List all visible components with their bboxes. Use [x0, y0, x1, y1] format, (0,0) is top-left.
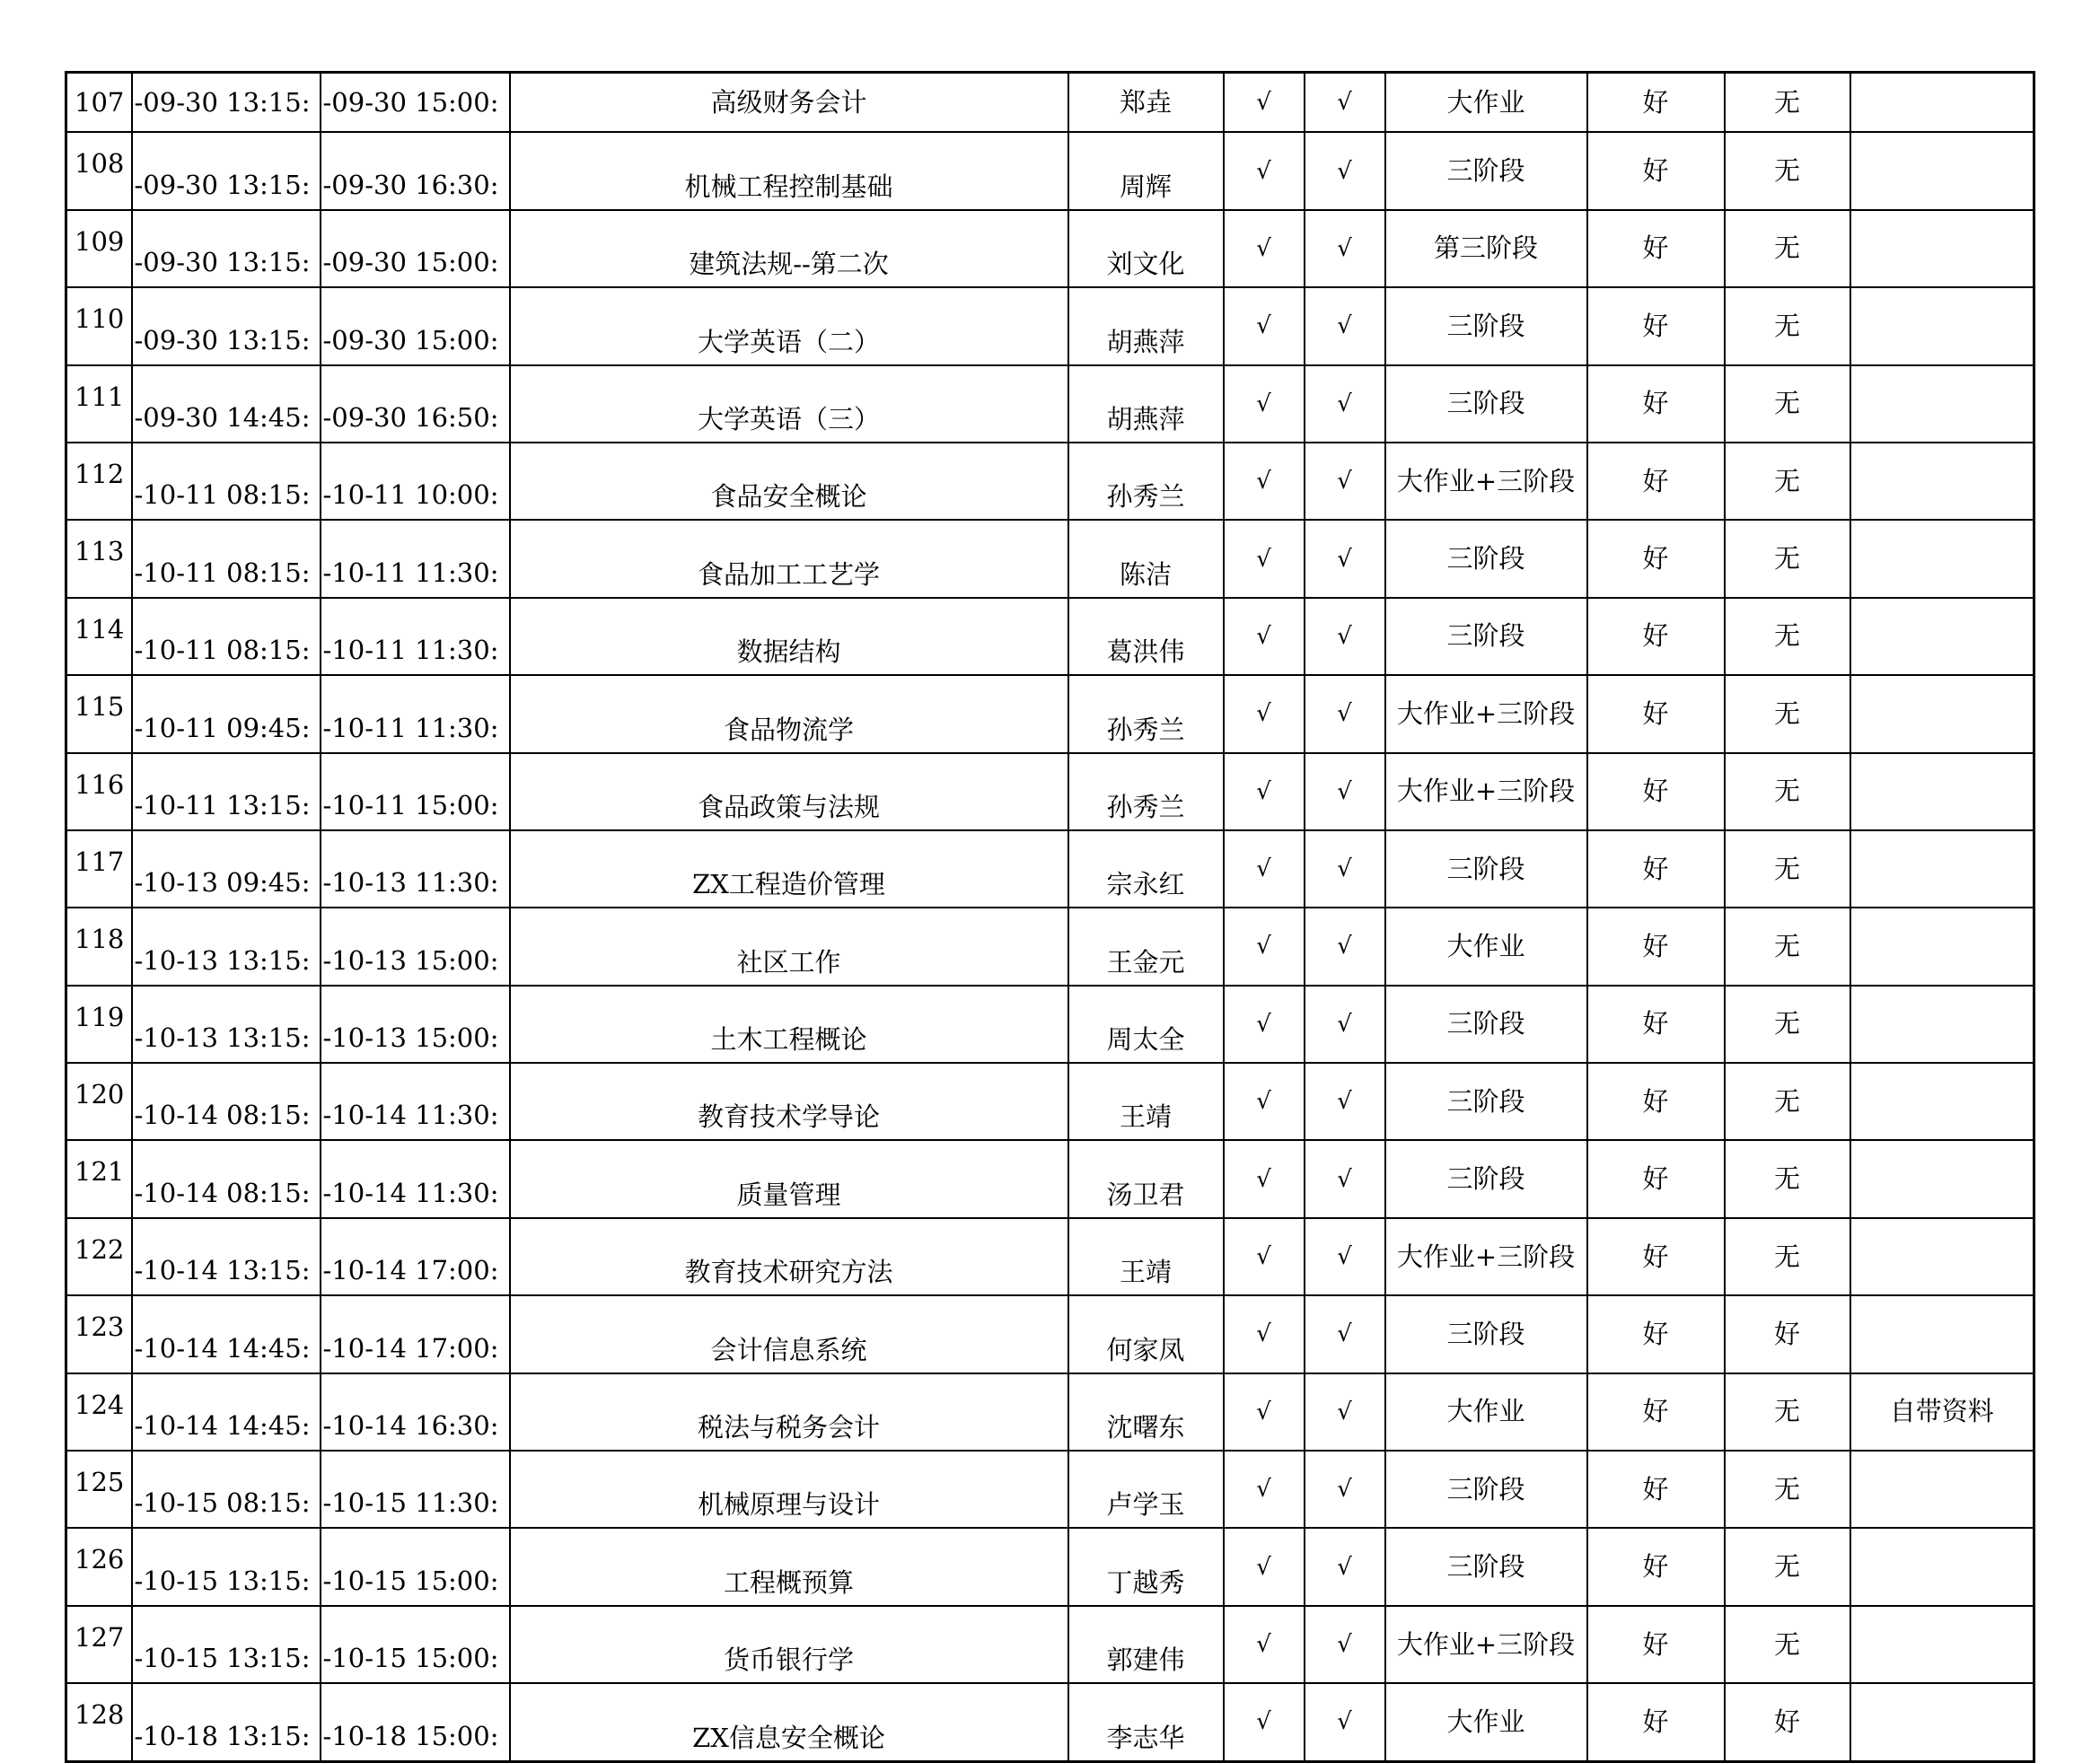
- exam-schedule-table: [65, 71, 2035, 1763]
- end-time-cell: -09-30 16:30:: [321, 132, 510, 209]
- teacher-cell: 王靖: [1068, 1063, 1224, 1140]
- course-name-cell: 土木工程概论: [510, 986, 1068, 1063]
- row-number-cell: 125: [66, 1451, 132, 1528]
- end-time-cell: -10-14 11:30:: [321, 1140, 510, 1217]
- row-number-cell: 113: [66, 520, 132, 597]
- start-time-cell: -10-15 13:15:: [132, 1606, 321, 1683]
- issue-cell: 无: [1725, 1373, 1850, 1451]
- check-mark-cell-1: √: [1224, 986, 1305, 1063]
- note-cell: [1850, 443, 2034, 520]
- table-row: [66, 1373, 2034, 1451]
- note-cell: [1850, 73, 2034, 133]
- status-cell: 好: [1587, 986, 1725, 1063]
- assessment-type-cell: 三阶段: [1385, 986, 1587, 1063]
- issue-cell: 无: [1725, 986, 1850, 1063]
- check-mark-cell-2: √: [1305, 1373, 1385, 1451]
- status-cell: 好: [1587, 1140, 1725, 1217]
- end-time-cell: -10-18 15:00:: [321, 1683, 510, 1761]
- check-mark-cell-2: √: [1305, 675, 1385, 752]
- check-mark-cell-1: √: [1224, 830, 1305, 908]
- row-number-cell: 108: [66, 132, 132, 209]
- teacher-cell: 汤卫君: [1068, 1140, 1224, 1217]
- teacher-cell: 刘文化: [1068, 210, 1224, 287]
- check-mark-cell-2: √: [1305, 210, 1385, 287]
- assessment-type-cell: 大作业+三阶段: [1385, 443, 1587, 520]
- status-cell: 好: [1587, 1295, 1725, 1373]
- end-time-cell: -10-14 11:30:: [321, 1063, 510, 1140]
- start-time-cell: -10-14 14:45:: [132, 1295, 321, 1373]
- start-time-cell: -10-11 08:15:: [132, 598, 321, 675]
- start-time-cell: -10-15 08:15:: [132, 1451, 321, 1528]
- table-row: [66, 1140, 2034, 1217]
- end-time-cell: -10-14 16:30:: [321, 1373, 510, 1451]
- start-time-cell: -10-14 08:15:: [132, 1140, 321, 1217]
- row-number-cell: 110: [66, 287, 132, 364]
- table-row: [66, 753, 2034, 830]
- assessment-type-cell: 三阶段: [1385, 132, 1587, 209]
- check-mark-cell-1: √: [1224, 1606, 1305, 1683]
- check-mark-cell-2: √: [1305, 1528, 1385, 1605]
- course-name-cell: 食品加工工艺学: [510, 520, 1068, 597]
- issue-cell: 无: [1725, 443, 1850, 520]
- note-cell: [1850, 287, 2034, 364]
- check-mark-cell-1: √: [1224, 132, 1305, 209]
- end-time-cell: -10-13 15:00:: [321, 986, 510, 1063]
- status-cell: 好: [1587, 1683, 1725, 1761]
- issue-cell: 无: [1725, 520, 1850, 597]
- table-row: [66, 908, 2034, 985]
- table-row: [66, 1606, 2034, 1683]
- issue-cell: 无: [1725, 675, 1850, 752]
- course-name-cell: ZX工程造价管理: [510, 830, 1068, 908]
- assessment-type-cell: 三阶段: [1385, 1295, 1587, 1373]
- issue-cell: 好: [1725, 1683, 1850, 1761]
- issue-cell: 无: [1725, 753, 1850, 830]
- check-mark-cell-1: √: [1224, 1218, 1305, 1295]
- course-name-cell: 税法与税务会计: [510, 1373, 1068, 1451]
- teacher-cell: 丁越秀: [1068, 1528, 1224, 1605]
- status-cell: 好: [1587, 1063, 1725, 1140]
- end-time-cell: -09-30 15:00:: [321, 287, 510, 364]
- check-mark-cell-1: √: [1224, 675, 1305, 752]
- table-row: [66, 986, 2034, 1063]
- teacher-cell: 周辉: [1068, 132, 1224, 209]
- note-cell: [1850, 132, 2034, 209]
- row-number-cell: 117: [66, 830, 132, 908]
- status-cell: 好: [1587, 753, 1725, 830]
- row-number-cell: 123: [66, 1295, 132, 1373]
- row-number-cell: 112: [66, 443, 132, 520]
- assessment-type-cell: 三阶段: [1385, 598, 1587, 675]
- assessment-type-cell: 大作业: [1385, 1683, 1587, 1761]
- check-mark-cell-2: √: [1305, 598, 1385, 675]
- check-mark-cell-2: √: [1305, 443, 1385, 520]
- check-mark-cell-1: √: [1224, 287, 1305, 364]
- row-number-cell: 111: [66, 365, 132, 443]
- start-time-cell: -10-11 13:15:: [132, 753, 321, 830]
- assessment-type-cell: 三阶段: [1385, 520, 1587, 597]
- issue-cell: 无: [1725, 830, 1850, 908]
- table-row: [66, 830, 2034, 908]
- check-mark-cell-2: √: [1305, 1218, 1385, 1295]
- issue-cell: 无: [1725, 1218, 1850, 1295]
- assessment-type-cell: 三阶段: [1385, 287, 1587, 364]
- table-row: [66, 132, 2034, 209]
- course-name-cell: 机械工程控制基础: [510, 132, 1068, 209]
- status-cell: 好: [1587, 73, 1725, 133]
- check-mark-cell-2: √: [1305, 830, 1385, 908]
- course-name-cell: 高级财务会计: [510, 73, 1068, 133]
- start-time-cell: -10-11 09:45:: [132, 675, 321, 752]
- issue-cell: 无: [1725, 1140, 1850, 1217]
- check-mark-cell-1: √: [1224, 1528, 1305, 1605]
- teacher-cell: 郑垚: [1068, 73, 1224, 133]
- table-row: [66, 1683, 2034, 1761]
- start-time-cell: -09-30 13:15:: [132, 287, 321, 364]
- teacher-cell: 孙秀兰: [1068, 443, 1224, 520]
- teacher-cell: 何家凤: [1068, 1295, 1224, 1373]
- check-mark-cell-2: √: [1305, 1683, 1385, 1761]
- status-cell: 好: [1587, 598, 1725, 675]
- note-cell: [1850, 1140, 2034, 1217]
- check-mark-cell-2: √: [1305, 1295, 1385, 1373]
- status-cell: 好: [1587, 1606, 1725, 1683]
- assessment-type-cell: 大作业: [1385, 73, 1587, 133]
- course-name-cell: 质量管理: [510, 1140, 1068, 1217]
- row-number-cell: 119: [66, 986, 132, 1063]
- start-time-cell: -10-11 08:15:: [132, 520, 321, 597]
- teacher-cell: 卢学玉: [1068, 1451, 1224, 1528]
- course-name-cell: 数据结构: [510, 598, 1068, 675]
- check-mark-cell-2: √: [1305, 1063, 1385, 1140]
- teacher-cell: 周太全: [1068, 986, 1224, 1063]
- teacher-cell: 王靖: [1068, 1218, 1224, 1295]
- table-row: [66, 443, 2034, 520]
- note-cell: [1850, 830, 2034, 908]
- note-cell: [1850, 675, 2034, 752]
- status-cell: 好: [1587, 1218, 1725, 1295]
- note-cell: 自带资料: [1850, 1373, 2034, 1451]
- row-number-cell: 122: [66, 1218, 132, 1295]
- course-name-cell: 建筑法规--第二次: [510, 210, 1068, 287]
- start-time-cell: -10-14 13:15:: [132, 1218, 321, 1295]
- status-cell: 好: [1587, 1528, 1725, 1605]
- assessment-type-cell: 三阶段: [1385, 1140, 1587, 1217]
- status-cell: 好: [1587, 443, 1725, 520]
- check-mark-cell-1: √: [1224, 598, 1305, 675]
- check-mark-cell-2: √: [1305, 986, 1385, 1063]
- end-time-cell: -10-13 11:30:: [321, 830, 510, 908]
- start-time-cell: -10-13 09:45:: [132, 830, 321, 908]
- check-mark-cell-2: √: [1305, 73, 1385, 133]
- start-time-cell: -10-14 08:15:: [132, 1063, 321, 1140]
- assessment-type-cell: 三阶段: [1385, 1063, 1587, 1140]
- note-cell: [1850, 1606, 2034, 1683]
- check-mark-cell-1: √: [1224, 753, 1305, 830]
- check-mark-cell-1: √: [1224, 1373, 1305, 1451]
- issue-cell: 无: [1725, 1606, 1850, 1683]
- table-row: [66, 1528, 2034, 1605]
- check-mark-cell-2: √: [1305, 1140, 1385, 1217]
- check-mark-cell-1: √: [1224, 73, 1305, 133]
- start-time-cell: -09-30 13:15:: [132, 132, 321, 209]
- status-cell: 好: [1587, 520, 1725, 597]
- check-mark-cell-2: √: [1305, 1451, 1385, 1528]
- assessment-type-cell: 三阶段: [1385, 830, 1587, 908]
- start-time-cell: -10-15 13:15:: [132, 1528, 321, 1605]
- start-time-cell: -10-14 14:45:: [132, 1373, 321, 1451]
- assessment-type-cell: 大作业+三阶段: [1385, 753, 1587, 830]
- note-cell: [1850, 1528, 2034, 1605]
- status-cell: 好: [1587, 908, 1725, 985]
- check-mark-cell-2: √: [1305, 908, 1385, 985]
- check-mark-cell-1: √: [1224, 1683, 1305, 1761]
- issue-cell: 无: [1725, 210, 1850, 287]
- assessment-type-cell: 大作业: [1385, 1373, 1587, 1451]
- end-time-cell: -10-11 10:00:: [321, 443, 510, 520]
- teacher-cell: 王金元: [1068, 908, 1224, 985]
- row-number-cell: 109: [66, 210, 132, 287]
- check-mark-cell-2: √: [1305, 365, 1385, 443]
- end-time-cell: -10-15 15:00:: [321, 1528, 510, 1605]
- assessment-type-cell: 大作业+三阶段: [1385, 1606, 1587, 1683]
- teacher-cell: 葛洪伟: [1068, 598, 1224, 675]
- note-cell: [1850, 520, 2034, 597]
- check-mark-cell-2: √: [1305, 520, 1385, 597]
- note-cell: [1850, 1683, 2034, 1761]
- course-name-cell: 会计信息系统: [510, 1295, 1068, 1373]
- status-cell: 好: [1587, 365, 1725, 443]
- course-name-cell: 大学英语（三）: [510, 365, 1068, 443]
- check-mark-cell-1: √: [1224, 1140, 1305, 1217]
- start-time-cell: -09-30 13:15:: [132, 73, 321, 133]
- course-name-cell: 教育技术学导论: [510, 1063, 1068, 1140]
- end-time-cell: -10-11 11:30:: [321, 598, 510, 675]
- check-mark-cell-1: √: [1224, 1063, 1305, 1140]
- status-cell: 好: [1587, 210, 1725, 287]
- row-number-cell: 121: [66, 1140, 132, 1217]
- end-time-cell: -09-30 15:00:: [321, 73, 510, 133]
- start-time-cell: -10-13 13:15:: [132, 908, 321, 985]
- check-mark-cell-2: √: [1305, 287, 1385, 364]
- issue-cell: 无: [1725, 132, 1850, 209]
- table-row: [66, 210, 2034, 287]
- assessment-type-cell: 大作业+三阶段: [1385, 675, 1587, 752]
- table-row: [66, 675, 2034, 752]
- status-cell: 好: [1587, 1451, 1725, 1528]
- note-cell: [1850, 1218, 2034, 1295]
- check-mark-cell-1: √: [1224, 443, 1305, 520]
- course-name-cell: 食品政策与法规: [510, 753, 1068, 830]
- row-number-cell: 128: [66, 1683, 132, 1761]
- course-name-cell: 食品安全概论: [510, 443, 1068, 520]
- issue-cell: 无: [1725, 1063, 1850, 1140]
- note-cell: [1850, 908, 2034, 985]
- course-name-cell: 食品物流学: [510, 675, 1068, 752]
- check-mark-cell-2: √: [1305, 132, 1385, 209]
- note-cell: [1850, 986, 2034, 1063]
- end-time-cell: -10-14 17:00:: [321, 1218, 510, 1295]
- check-mark-cell-1: √: [1224, 210, 1305, 287]
- end-time-cell: -10-11 11:30:: [321, 675, 510, 752]
- course-name-cell: 教育技术研究方法: [510, 1218, 1068, 1295]
- table-row: [66, 73, 2034, 133]
- check-mark-cell-1: √: [1224, 1295, 1305, 1373]
- teacher-cell: 陈洁: [1068, 520, 1224, 597]
- assessment-type-cell: 三阶段: [1385, 1451, 1587, 1528]
- course-name-cell: 大学英语（二）: [510, 287, 1068, 364]
- issue-cell: 好: [1725, 1295, 1850, 1373]
- row-number-cell: 116: [66, 753, 132, 830]
- row-number-cell: 118: [66, 908, 132, 985]
- note-cell: [1850, 365, 2034, 443]
- table-row: [66, 1451, 2034, 1528]
- note-cell: [1850, 753, 2034, 830]
- end-time-cell: -10-13 15:00:: [321, 908, 510, 985]
- note-cell: [1850, 598, 2034, 675]
- check-mark-cell-1: √: [1224, 520, 1305, 597]
- status-cell: 好: [1587, 132, 1725, 209]
- table-row: [66, 598, 2034, 675]
- teacher-cell: 孙秀兰: [1068, 753, 1224, 830]
- table-body: [66, 73, 2034, 1762]
- teacher-cell: 孙秀兰: [1068, 675, 1224, 752]
- status-cell: 好: [1587, 830, 1725, 908]
- issue-cell: 无: [1725, 1528, 1850, 1605]
- end-time-cell: -10-11 11:30:: [321, 520, 510, 597]
- row-number-cell: 114: [66, 598, 132, 675]
- end-time-cell: -09-30 16:50:: [321, 365, 510, 443]
- start-time-cell: -09-30 13:15:: [132, 210, 321, 287]
- course-name-cell: 机械原理与设计: [510, 1451, 1068, 1528]
- check-mark-cell-2: √: [1305, 753, 1385, 830]
- teacher-cell: 郭建伟: [1068, 1606, 1224, 1683]
- status-cell: 好: [1587, 1373, 1725, 1451]
- issue-cell: 无: [1725, 1451, 1850, 1528]
- check-mark-cell-1: √: [1224, 365, 1305, 443]
- start-time-cell: -09-30 14:45:: [132, 365, 321, 443]
- assessment-type-cell: 大作业+三阶段: [1385, 1218, 1587, 1295]
- issue-cell: 无: [1725, 908, 1850, 985]
- note-cell: [1850, 1295, 2034, 1373]
- issue-cell: 无: [1725, 287, 1850, 364]
- teacher-cell: 李志华: [1068, 1683, 1224, 1761]
- table-row: [66, 520, 2034, 597]
- note-cell: [1850, 1451, 2034, 1528]
- table-row: [66, 1218, 2034, 1295]
- status-cell: 好: [1587, 287, 1725, 364]
- assessment-type-cell: 三阶段: [1385, 365, 1587, 443]
- check-mark-cell-1: √: [1224, 1451, 1305, 1528]
- course-name-cell: ZX信息安全概论: [510, 1683, 1068, 1761]
- row-number-cell: 127: [66, 1606, 132, 1683]
- row-number-cell: 115: [66, 675, 132, 752]
- table-row: [66, 287, 2034, 364]
- issue-cell: 无: [1725, 598, 1850, 675]
- end-time-cell: -10-15 15:00:: [321, 1606, 510, 1683]
- assessment-type-cell: 三阶段: [1385, 1528, 1587, 1605]
- status-cell: 好: [1587, 675, 1725, 752]
- end-time-cell: -10-14 17:00:: [321, 1295, 510, 1373]
- end-time-cell: -09-30 15:00:: [321, 210, 510, 287]
- teacher-cell: 宗永红: [1068, 830, 1224, 908]
- course-name-cell: 工程概预算: [510, 1528, 1068, 1605]
- start-time-cell: -10-11 08:15:: [132, 443, 321, 520]
- note-cell: [1850, 210, 2034, 287]
- course-name-cell: 社区工作: [510, 908, 1068, 985]
- end-time-cell: -10-11 15:00:: [321, 753, 510, 830]
- teacher-cell: 沈曙东: [1068, 1373, 1224, 1451]
- course-name-cell: 货币银行学: [510, 1606, 1068, 1683]
- teacher-cell: 胡燕萍: [1068, 287, 1224, 364]
- check-mark-cell-1: √: [1224, 908, 1305, 985]
- teacher-cell: 胡燕萍: [1068, 365, 1224, 443]
- row-number-cell: 124: [66, 1373, 132, 1451]
- row-number-cell: 107: [66, 73, 132, 133]
- row-number-cell: 126: [66, 1528, 132, 1605]
- assessment-type-cell: 第三阶段: [1385, 210, 1587, 287]
- start-time-cell: -10-18 13:15:: [132, 1683, 321, 1761]
- table-row: [66, 1063, 2034, 1140]
- issue-cell: 无: [1725, 73, 1850, 133]
- table-row: [66, 365, 2034, 443]
- start-time-cell: -10-13 13:15:: [132, 986, 321, 1063]
- assessment-type-cell: 大作业: [1385, 908, 1587, 985]
- table-row: [66, 1295, 2034, 1373]
- check-mark-cell-2: √: [1305, 1606, 1385, 1683]
- row-number-cell: 120: [66, 1063, 132, 1140]
- note-cell: [1850, 1063, 2034, 1140]
- issue-cell: 无: [1725, 365, 1850, 443]
- end-time-cell: -10-15 11:30:: [321, 1451, 510, 1528]
